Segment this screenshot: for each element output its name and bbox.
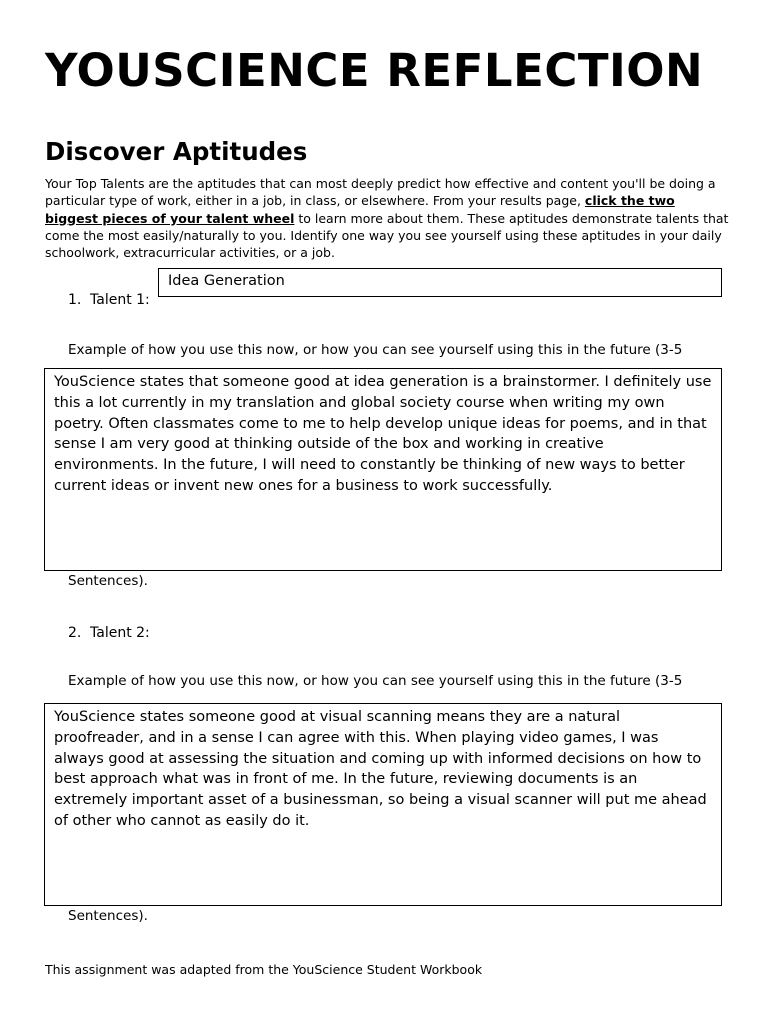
footer-note: This assignment was adapted from the YouScience Student Workbook [45,962,483,977]
talent-2-answer-field[interactable]: YouScience states someone good at visual scanning means they are a natural proofreader, and in a sense I can agree with this. When playing video games, I was always good at assessing the situation and coming up with informed decisions on how to best approach what was in front of me. In the future, reviewing documents is an extremely important asset of a businessman, so being a visual scanner will put me ahead of other who cannot as easily do it. [44,703,722,906]
talent-1-label [68,292,150,308]
intro-text-before: Your Top Talents are the aptitudes that can most deeply predict how effective and content you'll be doing a particular type of work, either in a job, in class, or elsewhere. From your results page, [45,176,716,209]
talent-2-number: 2. [68,625,82,641]
intro-paragraph [45,175,730,261]
talent-2-label-text: Talent 2: [90,625,150,641]
talent-1-field[interactable]: Idea Generation [158,268,722,297]
section-title: Discover Aptitudes [45,137,308,166]
talent-2-label [68,625,150,641]
intro-text-after: to learn more about them. These aptitudes demonstrate talents that come the most easily/naturally to you. Identify one way you see yourself using these aptitudes in your daily schoolwork, extracurricular activities, or a job. [45,210,729,261]
talent-wheel-instruction: click the two biggest pieces of your talent wheel [45,193,675,226]
talent-2-prompt-continued: Sentences). [68,908,148,924]
talent-1-prompt-continued: Sentences). [68,573,148,589]
talent-1-number: 1. [68,292,82,308]
talent-2-prompt: Example of how you use this now, or how you can see yourself using this in the future (3-5 [68,673,683,689]
talent-1-answer-field[interactable]: YouScience states that someone good at idea generation is a brainstormer. I definitely use this a lot currently in my translation and global society course when writing my own poetry. Often classmates come to me to help develop unique ideas for poems, and in that sense I am very good at thinking outside of the box and working in creative environments. In the future, I will need to constantly be thinking of new ways to better current ideas or invent new ones for a business to work successfully. [44,368,722,571]
talent-1-label-text: Talent 1: [90,292,150,308]
page-title: YOUSCIENCE REFLECTION [45,44,704,97]
talent-1-prompt: Example of how you use this now, or how you can see yourself using this in the future (3-5 [68,342,683,358]
